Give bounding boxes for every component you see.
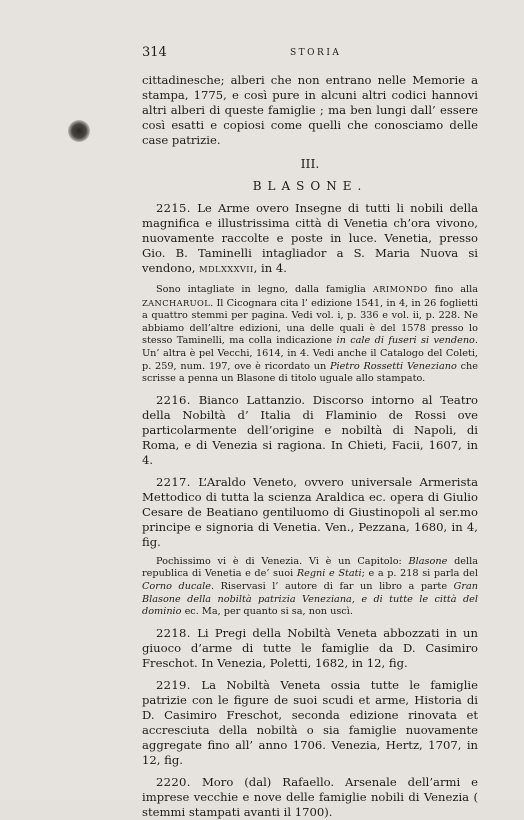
entry-note <box>142 283 478 386</box>
entry-2219 <box>142 678 478 768</box>
text-run: L’Araldo Veneto, ovvero universale Armerista Mettodico di tutta la scienza Araldica ec. opera di Giulio Cesare de Beatiano gentiluomo di Giustinopoli al ser.mo principe e signoria di Venetia. Ven., Pezzana, 1680, in 4, fig. <box>142 474 478 549</box>
entry-note <box>142 556 478 619</box>
entry-2217 <box>142 475 478 550</box>
text-run: Li Pregi della Nobiltà Veneta abbozzati in un giuoco d’arme di tutte le famiglie da D. Casimiro Freschot. In Venezia, Poletti, 1682, in 12, fig. <box>142 625 478 670</box>
text-run: fino alla <box>427 284 478 295</box>
text-run: Sono intagliate in legno, dalla famiglia <box>156 284 373 295</box>
small-caps-text: ZANCHARUOL <box>142 297 211 308</box>
text-run: della republica di Venetia e de’ suoi <box>142 555 478 580</box>
small-caps-text: MDLXXXVII <box>199 264 254 274</box>
entry-number: 2216. <box>156 392 199 407</box>
text-run: Le Arme overo Insegne di tutti li nobili della magnifica e illustrissima città di Venetia ch’ora vivono, nuovamente raccolte e poste in luce. Venetia, presso Gio. B. Taminelli intagliador a S. Maria Nuova si vendono, <box>142 201 478 275</box>
text-run: . Il Cicognara cita l’ edizione 1541, in 4, in 26 foglietti a quattro stemmi per pagina. Vedi vol. i, p. 336 e vol. ii, p. 228. Ne abbiamo dell’altre edizioni, una delle quali è del 1578 presso lo stesso Taminelli, ma colla indicazione <box>142 297 478 347</box>
entry-2216 <box>142 393 478 468</box>
entry-number: 2220. <box>156 774 202 789</box>
entry-number: 2215. <box>156 201 198 215</box>
text-run: La Nobiltà Veneta ossia tutte le famiglie patrizie con le figure de suoi scudi et arme, Historia di D. Casimiro Freschot, seconda edizione rinovata et accresciuta della nobiltà o sia famiglie nuovamente aggregate fino all’ anno 1706. Venezia, Hertz, 1707, in 12, fig. <box>142 677 478 767</box>
entry-2215 <box>142 201 478 277</box>
page-content <box>142 45 478 820</box>
text-run: che scrisse a penna un Blasone di titolo uguale allo stampato. <box>142 360 478 385</box>
text-run: Pochissimo vi è di Venezia. Vi è un Capitolo: <box>156 555 409 567</box>
text-run: Bianco Lattanzio. Discorso intorno al Teatro della Nobiltà d’ Italia di Flaminio de Rossi ove particolarmente dell’origine e nobiltà di Napoli, di Roma, e di Venezia si ragiona. In Chieti, Facii, 1607, in 4. <box>142 392 478 467</box>
entry-number: 2218. <box>156 625 198 640</box>
italic-text: Corno ducale <box>142 580 211 592</box>
text-run: . Un’ altra è pel Vecchi, 1614, in 4. Vedi anche il Catalogo del Coleti, p. 259, num. 197, ove è ricordato un <box>142 335 478 372</box>
running-head <box>142 45 478 65</box>
page-number: 314 <box>142 45 167 60</box>
intro-paragraph: cittadinesche; alberi che non entrano nelle Memorie a stampa, 1775, e così pure in alcuni altri codici hannovi altri alberi di queste famiglie ; ma ben lungi dall’ essere così esatti e copiosi come quelli che conosciamo delle case patrizie. <box>142 73 478 147</box>
text-run: ec. Ma, per quanto si sa, non uscì. <box>181 606 353 618</box>
text-run: Moro (dal) Rafaello. Arsenale dell’armi e imprese vecchie e nove delle famiglie nobili di Venezia ( stemmi stampati avanti il 1700). <box>142 774 478 819</box>
ink-blot-mark <box>68 120 90 142</box>
italic-text: Blasone <box>408 555 448 567</box>
entry-number: 2219. <box>156 677 202 692</box>
section-title: BLASONE. <box>252 179 368 193</box>
italic-text: in cale di fuseri si vendeno <box>336 335 475 347</box>
italic-text: Gran Blasone della nobiltà patrizia Veneziana, e di tutte le città del dominio <box>142 580 479 618</box>
italic-text: Pietro Rossetti Veneziano <box>329 360 457 372</box>
section-number: III. <box>300 156 320 171</box>
entry-2220 <box>142 775 478 820</box>
entry-2218 <box>142 626 478 671</box>
text-run: . Riservasi l’ autore di far un libro a parte <box>210 580 454 592</box>
text-run: , in 4. <box>253 261 287 275</box>
small-caps-text: ARIMONDO <box>372 284 428 294</box>
text-run: ; e a p. 218 si parla del <box>361 568 478 580</box>
bibliography-entries <box>142 201 478 820</box>
entry-number: 2217. <box>156 474 199 489</box>
italic-text: Regni e Stati <box>296 568 362 580</box>
running-title: STORIA <box>290 48 342 58</box>
